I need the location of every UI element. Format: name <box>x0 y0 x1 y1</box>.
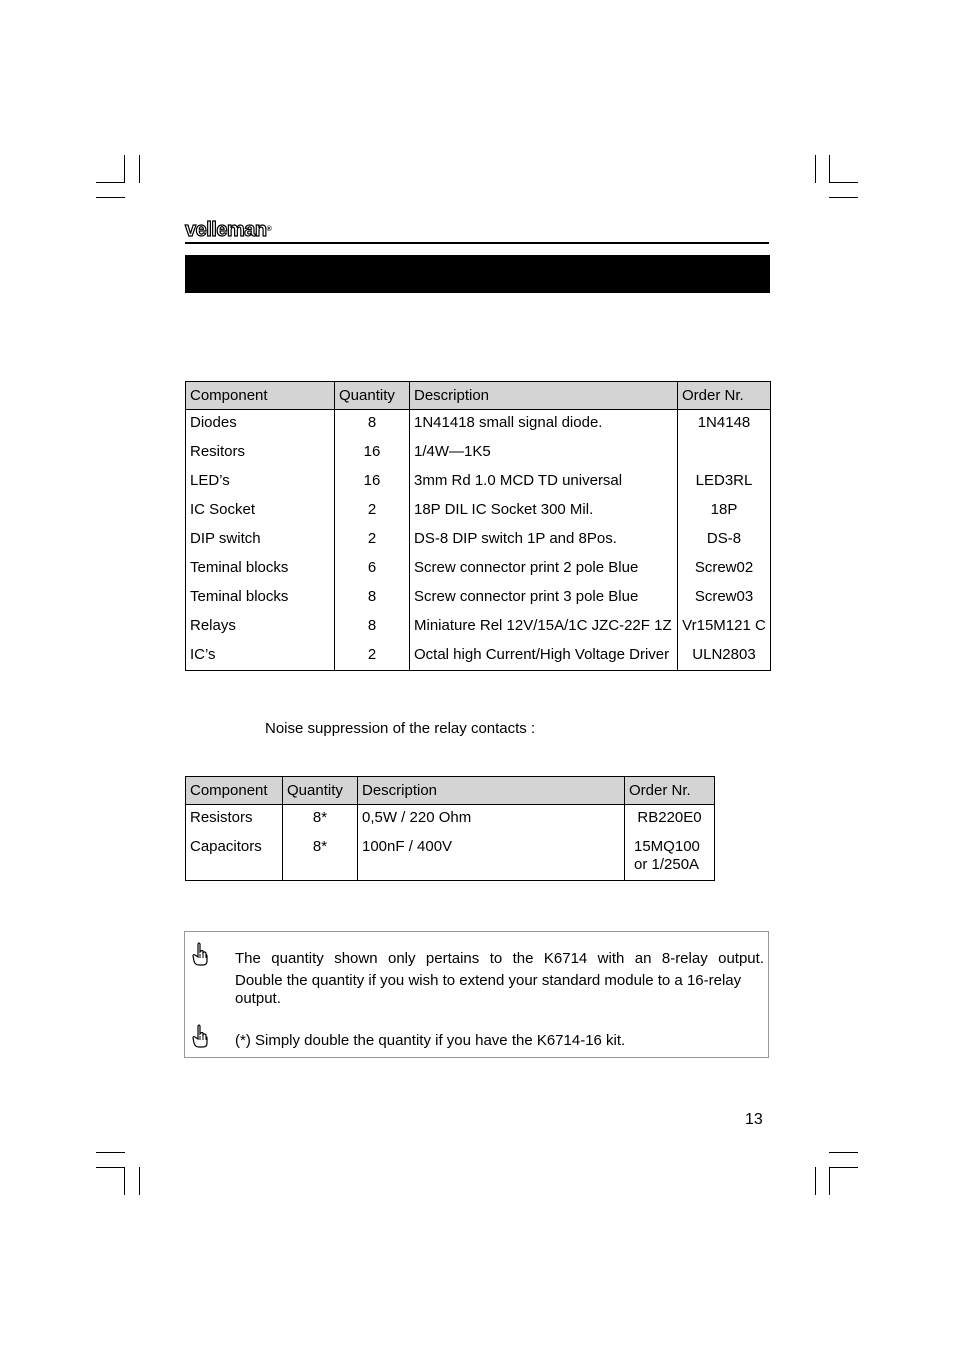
cell-description: Screw connector print 3 pole Blue <box>410 586 678 615</box>
cell-order: Screw02 <box>678 557 771 586</box>
parts-list-table <box>185 381 771 671</box>
cell-quantity: 2 <box>335 499 410 528</box>
cell-quantity: 2 <box>335 528 410 557</box>
trademark-symbol: ® <box>266 226 272 233</box>
cell-description: 1/4W—1K5 <box>410 441 678 470</box>
brand-logo <box>185 219 271 241</box>
cell-order <box>678 441 771 470</box>
cell-order: Vr15M121 C <box>678 615 771 644</box>
cell-component: Resistors <box>186 805 283 837</box>
column-header-component: Component <box>186 382 335 410</box>
note-text-line1: The quantity shown only pertains to the K6714 with an 8-relay output. <box>235 950 764 967</box>
column-header-quantity: Quantity <box>283 777 358 805</box>
cell-order: RB220E0 <box>625 805 715 837</box>
cell-order: 1N4148 <box>678 410 771 442</box>
note-text-line2: Double the quantity if you wish to extend your standard module to a 16-relay output. <box>235 972 742 1007</box>
cell-order: ULN2803 <box>678 644 771 671</box>
table-row <box>186 615 771 644</box>
cell-order: 18P <box>678 499 771 528</box>
pointing-hand-icon <box>192 1024 208 1048</box>
table-row <box>186 528 771 557</box>
table-row <box>186 644 771 671</box>
cell-description: DS-8 DIP switch 1P and 8Pos. <box>410 528 678 557</box>
table-row <box>186 441 771 470</box>
column-header-description: Description <box>410 382 678 410</box>
cell-quantity: 16 <box>335 441 410 470</box>
cell-quantity: 8 <box>335 586 410 615</box>
cell-description: Octal high Current/High Voltage Driver <box>410 644 678 671</box>
column-header-component: Component <box>186 777 283 805</box>
cell-order: Screw03 <box>678 586 771 615</box>
cell-description: 1N41418 small signal diode. <box>410 410 678 442</box>
cell-component: Teminal blocks <box>186 586 335 615</box>
page-number: 13 <box>745 1111 763 1128</box>
cell-order: DS-8 <box>678 528 771 557</box>
logo-text: velleman <box>185 219 267 241</box>
cell-description: 18P DIL IC Socket 300 Mil. <box>410 499 678 528</box>
cell-quantity: 6 <box>335 557 410 586</box>
cell-quantity: 8* <box>283 805 358 837</box>
cell-component: IC Socket <box>186 499 335 528</box>
cell-quantity: 8 <box>335 410 410 442</box>
cell-quantity: 2 <box>335 644 410 671</box>
cell-component: Teminal blocks <box>186 557 335 586</box>
pointing-hand-icon <box>192 942 208 966</box>
cell-component: DIP switch <box>186 528 335 557</box>
cell-order: 15MQ100 or 1/250A <box>625 836 715 881</box>
header-rule <box>185 242 769 244</box>
cell-order: LED3RL <box>678 470 771 499</box>
noise-suppression-heading: Noise suppression of the relay contacts : <box>265 720 536 737</box>
table-row <box>186 836 715 881</box>
column-header-order: Order Nr. <box>678 382 771 410</box>
table-row <box>186 586 771 615</box>
table-header-row <box>186 777 715 805</box>
column-header-order: Order Nr. <box>625 777 715 805</box>
cell-description: Screw connector print 2 pole Blue <box>410 557 678 586</box>
cell-component: Resitors <box>186 441 335 470</box>
cell-component: Capacitors <box>186 836 283 881</box>
cell-quantity: 8 <box>335 615 410 644</box>
table-row <box>186 557 771 586</box>
table-row <box>186 499 771 528</box>
cell-quantity: 8* <box>283 836 358 881</box>
table-header-row <box>186 382 771 410</box>
cell-quantity: 16 <box>335 470 410 499</box>
cell-description: 100nF / 400V <box>358 836 625 881</box>
note-box <box>184 931 769 1058</box>
cell-description: Miniature Rel 12V/15A/1C JZC-22F 1Z <box>410 615 678 644</box>
cell-component: Relays <box>186 615 335 644</box>
cell-component: Diodes <box>186 410 335 442</box>
table-row <box>186 410 771 442</box>
cell-description: 3mm Rd 1.0 MCD TD universal <box>410 470 678 499</box>
note-text-line3: (*) Simply double the quantity if you have the K6714-16 kit. <box>235 1032 626 1049</box>
column-header-quantity: Quantity <box>335 382 410 410</box>
cell-component: IC’s <box>186 644 335 671</box>
column-header-description: Description <box>358 777 625 805</box>
table-row <box>186 805 715 837</box>
noise-suppression-table <box>185 776 715 881</box>
table-row <box>186 470 771 499</box>
section-title-bar <box>185 255 770 293</box>
cell-component: LED’s <box>186 470 335 499</box>
cell-description: 0,5W / 220 Ohm <box>358 805 625 837</box>
